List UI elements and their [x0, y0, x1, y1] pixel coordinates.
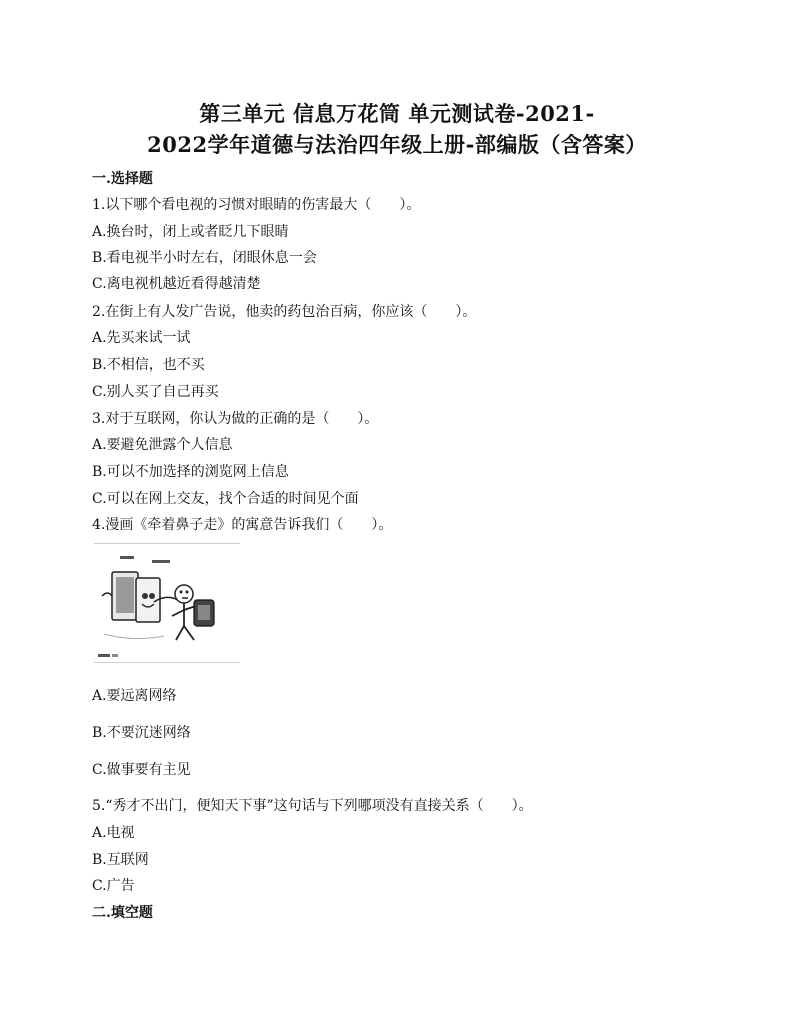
- question-5-option-c: C.广告: [92, 878, 135, 894]
- question-4: 4.漫画《牵着鼻子走》的寓意告诉我们（ ）。: [92, 517, 393, 533]
- question-1-option-b: B.看电视半小时左右，闭眼休息一会: [92, 250, 317, 266]
- question-2-option-a: A.先买来试一试: [92, 330, 191, 346]
- title-line-1: 第三单元 信息万花筒 单元测试卷-2021-: [199, 101, 595, 126]
- question-1-option-a: A.换台时，闭上或者眨几下眼睛: [92, 224, 289, 240]
- question-4-option-b: B.不要沉迷网络: [92, 725, 191, 741]
- question-5-option-a: A.电视: [92, 825, 135, 841]
- cartoon-drawing: [94, 544, 240, 662]
- question-3-option-b: B.可以不加选择的浏览网上信息: [92, 464, 289, 480]
- question-4-option-a: A.要远离网络: [92, 688, 177, 704]
- question-5: 5.“秀才不出门，便知天下事”这句话与下列哪项没有直接关系（ ）。: [92, 798, 533, 814]
- question-1-option-c: C.离电视机越近看得越清楚: [92, 276, 261, 292]
- question-1: 1.以下哪个看电视的习惯对眼睛的伤害最大（ ）。: [92, 197, 421, 213]
- cartoon-illustration: [94, 543, 240, 663]
- question-3-option-c: C.可以在网上交友，找个合适的时间见个面: [92, 491, 359, 507]
- question-3: 3.对于互联网，你认为做的正确的是（ ）。: [92, 411, 379, 427]
- question-5-option-b: B.互联网: [92, 852, 149, 868]
- section-heading-choice: 一.选择题: [92, 171, 153, 187]
- document-title: [0, 98, 794, 160]
- title-line-2: 2022学年道德与法治四年级上册-部编版（含答案）: [147, 132, 647, 157]
- question-3-option-a: A.要避免泄露个人信息: [92, 437, 233, 453]
- question-4-option-c: C.做事要有主见: [92, 762, 191, 778]
- section-heading-fill: 二.填空题: [92, 905, 153, 921]
- question-2-option-c: C.别人买了自己再买: [92, 384, 219, 400]
- question-2: 2.在街上有人发广告说，他卖的药包治百病，你应该（ ）。: [92, 304, 477, 320]
- question-2-option-b: B.不相信，也不买: [92, 357, 205, 373]
